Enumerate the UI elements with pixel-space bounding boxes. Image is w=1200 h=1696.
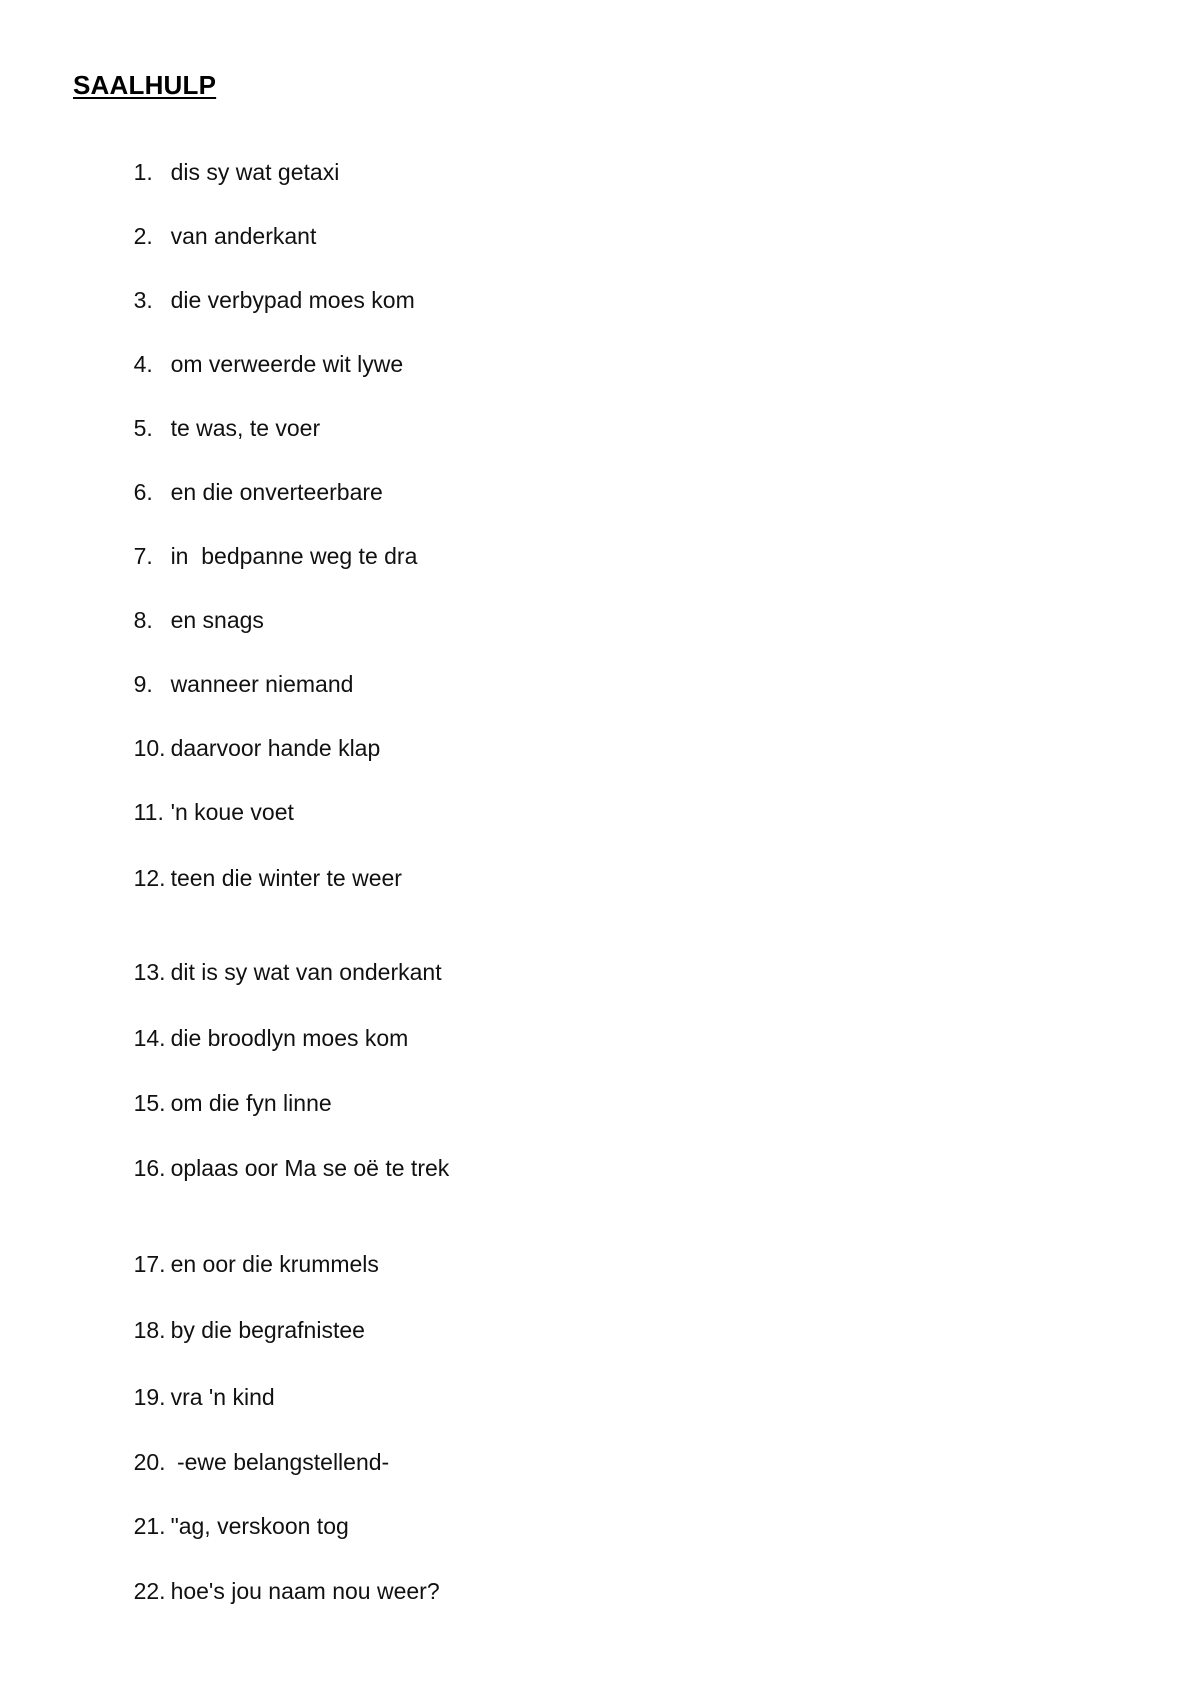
line-number: 7. bbox=[133, 543, 153, 569]
poem-line bbox=[108, 1216, 379, 1277]
line-number: 20. bbox=[133, 1449, 166, 1475]
line-text: oplaas oor Ma se oë te trek bbox=[170, 1155, 450, 1181]
line-number: 10. bbox=[133, 735, 166, 761]
poem-line bbox=[108, 924, 442, 985]
page-title: SAALHULP bbox=[73, 70, 217, 100]
poem-line bbox=[108, 1282, 365, 1343]
line-text: daarvoor hande klap bbox=[170, 735, 381, 761]
poem-line bbox=[108, 1414, 390, 1475]
poem-line bbox=[108, 188, 317, 249]
poem-line bbox=[108, 252, 415, 313]
line-text: en snags bbox=[170, 607, 264, 633]
line-text: dis sy wat getaxi bbox=[170, 159, 340, 185]
line-text: -ewe belangstellend- bbox=[170, 1449, 390, 1475]
line-text: vra 'n kind bbox=[170, 1384, 275, 1410]
line-text: en oor die krummels bbox=[170, 1251, 379, 1277]
line-text: dit is sy wat van onderkant bbox=[170, 959, 442, 985]
line-number: 5. bbox=[133, 415, 153, 441]
poem-line bbox=[108, 700, 381, 761]
line-number: 1. bbox=[133, 159, 153, 185]
poem-line bbox=[108, 1478, 349, 1539]
line-number: 11. bbox=[133, 799, 164, 825]
line-number: 17. bbox=[133, 1251, 166, 1277]
line-number: 8. bbox=[133, 607, 153, 633]
line-number: 19. bbox=[133, 1384, 166, 1410]
line-text: die verbypad moes kom bbox=[170, 287, 415, 313]
line-text: teen die winter te weer bbox=[170, 865, 402, 891]
poem-line bbox=[108, 508, 418, 569]
poem-line bbox=[108, 1120, 450, 1181]
line-text: van anderkant bbox=[170, 223, 317, 249]
line-number: 16. bbox=[133, 1155, 166, 1181]
line-number: 4. bbox=[133, 351, 153, 377]
line-number: 18. bbox=[133, 1317, 166, 1343]
line-number: 21. bbox=[133, 1513, 166, 1539]
poem-line bbox=[108, 572, 264, 633]
line-text: hoe's jou naam nou weer? bbox=[170, 1578, 440, 1604]
poem-line bbox=[108, 636, 354, 697]
line-text: by die begrafnistee bbox=[170, 1317, 365, 1343]
line-number: 9. bbox=[133, 671, 153, 697]
line-text: 'n koue voet bbox=[170, 799, 294, 825]
poem-line bbox=[108, 764, 294, 825]
line-text: wanneer niemand bbox=[170, 671, 354, 697]
line-text: om die fyn linne bbox=[170, 1090, 332, 1116]
poem-line bbox=[108, 1543, 440, 1604]
line-number: 6. bbox=[133, 479, 153, 505]
poem-line bbox=[108, 316, 404, 377]
line-number: 2. bbox=[133, 223, 153, 249]
poem-line bbox=[108, 990, 409, 1051]
line-number: 12. bbox=[133, 865, 166, 891]
poem-line bbox=[108, 444, 383, 505]
line-text: om verweerde wit lywe bbox=[170, 351, 404, 377]
poem-line bbox=[108, 1349, 275, 1410]
line-text: en die onverteerbare bbox=[170, 479, 383, 505]
line-text: die broodlyn moes kom bbox=[170, 1025, 409, 1051]
poem-line bbox=[108, 830, 402, 891]
poem-line bbox=[108, 124, 340, 185]
line-number: 22. bbox=[133, 1578, 166, 1604]
line-text: te was, te voer bbox=[170, 415, 321, 441]
line-number: 13. bbox=[133, 959, 166, 985]
line-text: "ag, verskoon tog bbox=[170, 1513, 349, 1539]
line-number: 15. bbox=[133, 1090, 166, 1116]
line-text: in bedpanne weg te dra bbox=[170, 543, 418, 569]
poem-line bbox=[108, 380, 321, 441]
line-number: 3. bbox=[133, 287, 153, 313]
line-number: 14. bbox=[133, 1025, 166, 1051]
poem-line bbox=[108, 1055, 332, 1116]
